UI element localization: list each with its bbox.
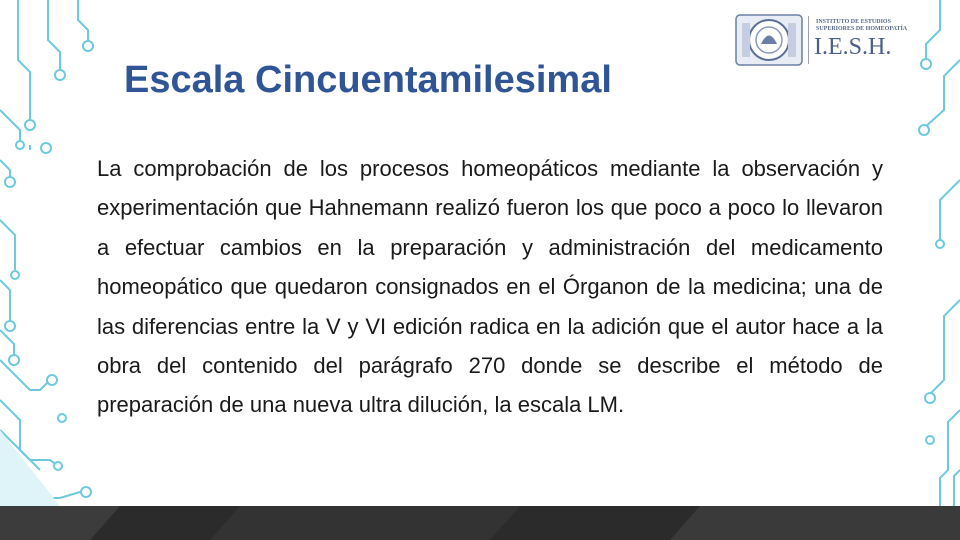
logo-divider bbox=[808, 16, 809, 64]
logo-line-1: INSTITUTO DE ESTUDIOS bbox=[816, 19, 891, 25]
slide-title: Escala Cincuentamilesimal bbox=[124, 59, 612, 102]
institute-logo bbox=[734, 10, 908, 70]
seal-icon bbox=[734, 13, 804, 67]
footer-bar bbox=[0, 506, 960, 540]
logo-acronym: I.E.S.H. bbox=[814, 34, 892, 60]
logo-subtitle bbox=[816, 19, 906, 33]
logo-line-2: SUPERIORES DE HOMEOPATÍA bbox=[816, 26, 908, 32]
body-paragraph: La comprobación de los procesos homeopáticos mediante la observación y experimentación que Hahnemann realizó fueron los que poco a poco lo llevaron a efectuar cambios en la preparación y administración del medicamento homeopático que quedaron consignados en el Órganon de la medicina; una de las diferencias entre la V y VI edición radica en la adición que el autor hace a la obra del contenido del parágrafo 270 donde se describe el método de preparación de una nueva ultra dilución, la escala LM. bbox=[97, 156, 883, 418]
